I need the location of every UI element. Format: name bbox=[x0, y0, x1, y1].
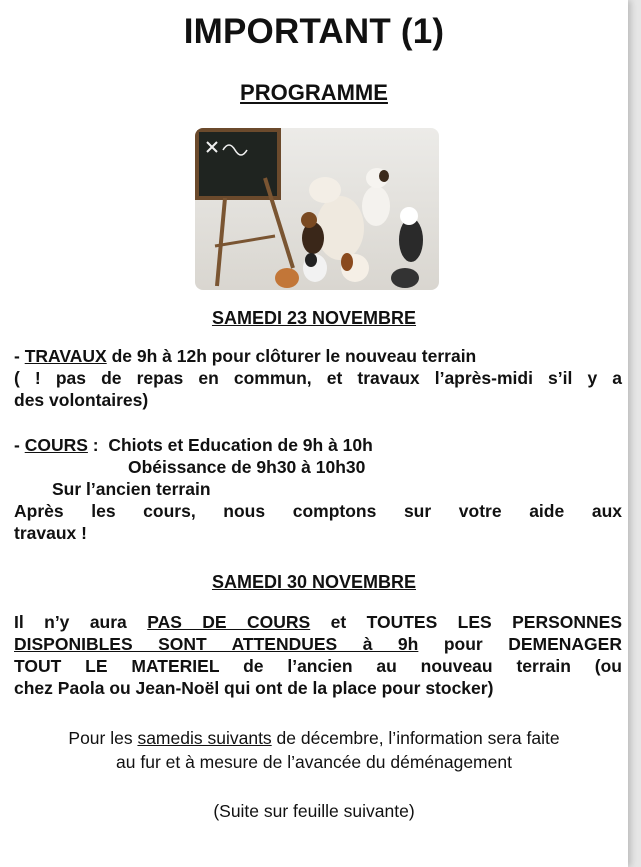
travaux-text: de 9h à 12h pour clôturer le nouveau terrain bbox=[106, 346, 477, 366]
after-cours-line-2: travaux ! bbox=[14, 523, 87, 543]
samedi-30-paragraph bbox=[14, 611, 622, 699]
text-il-ny-aura: Il n’y aura bbox=[14, 612, 148, 632]
samedi-30-line-3: TOUT LE MATERIEL de l’ancien au nouveau terrain (ou bbox=[14, 656, 622, 676]
cours-line-1 bbox=[14, 434, 622, 456]
text-de-decembre: de décembre, l’information sera faite bbox=[271, 728, 560, 748]
after-cours-line-1: Après les cours, nous comptons sur votre aide aux bbox=[14, 501, 622, 521]
cours-schedule-2: Obéissance de 9h30 à 10h30 bbox=[128, 457, 366, 477]
section-heading-samedi-30: SAMEDI 30 NOVEMBRE bbox=[211, 572, 417, 592]
cours-location: Sur l’ancien terrain bbox=[52, 479, 211, 499]
text-pour-demenager: pour DEMENAGER bbox=[418, 634, 622, 654]
following-line-1 bbox=[0, 726, 628, 750]
photo-illustration bbox=[195, 128, 439, 290]
text-samedis-suivants: samedis suivants bbox=[137, 728, 272, 748]
section-heading-samedi-23: SAMEDI 23 NOVEMBRE bbox=[211, 308, 417, 328]
travaux-line bbox=[14, 345, 622, 367]
samedi-30-line-1 bbox=[14, 611, 622, 633]
samedi-30-line-4: chez Paola ou Jean-Noël qui ont de la place pour stocker) bbox=[14, 678, 494, 698]
dogs-blackboard-photo bbox=[195, 128, 439, 290]
cours-prefix: - bbox=[14, 435, 25, 455]
text-pour-les: Pour les bbox=[68, 728, 138, 748]
travaux-label: TRAVAUX bbox=[24, 346, 107, 366]
following-line-2: au fur et à mesure de l’avancée du déménagement bbox=[116, 752, 512, 772]
following-saturdays-note bbox=[0, 726, 628, 774]
travaux-paragraph bbox=[14, 345, 622, 411]
cours-label: COURS bbox=[24, 435, 88, 455]
text-disponibles-attendues: DISPONIBLES SONT ATTENDUES à 9h bbox=[14, 634, 419, 654]
page-title: IMPORTANT (1) bbox=[183, 12, 445, 51]
travaux-prefix: - bbox=[14, 346, 25, 366]
travaux-note-1: ( ! pas de repas en commun, et travaux l’après-midi s’il y a bbox=[14, 368, 622, 388]
samedi-30-line-2 bbox=[14, 633, 622, 655]
text-toutes-les-personnes: et TOUTES LES PERSONNES bbox=[310, 612, 622, 632]
cours-schedule-1: Chiots et Education de 9h à 10h bbox=[108, 435, 373, 455]
travaux-note-2: des volontaires) bbox=[14, 390, 149, 410]
continued-note: (Suite sur feuille suivante) bbox=[213, 801, 415, 821]
cours-sep: : bbox=[87, 435, 109, 455]
text-pas-de-cours: PAS DE COURS bbox=[147, 612, 311, 632]
cours-paragraph bbox=[14, 434, 622, 544]
page-subtitle: PROGRAMME bbox=[240, 80, 388, 105]
